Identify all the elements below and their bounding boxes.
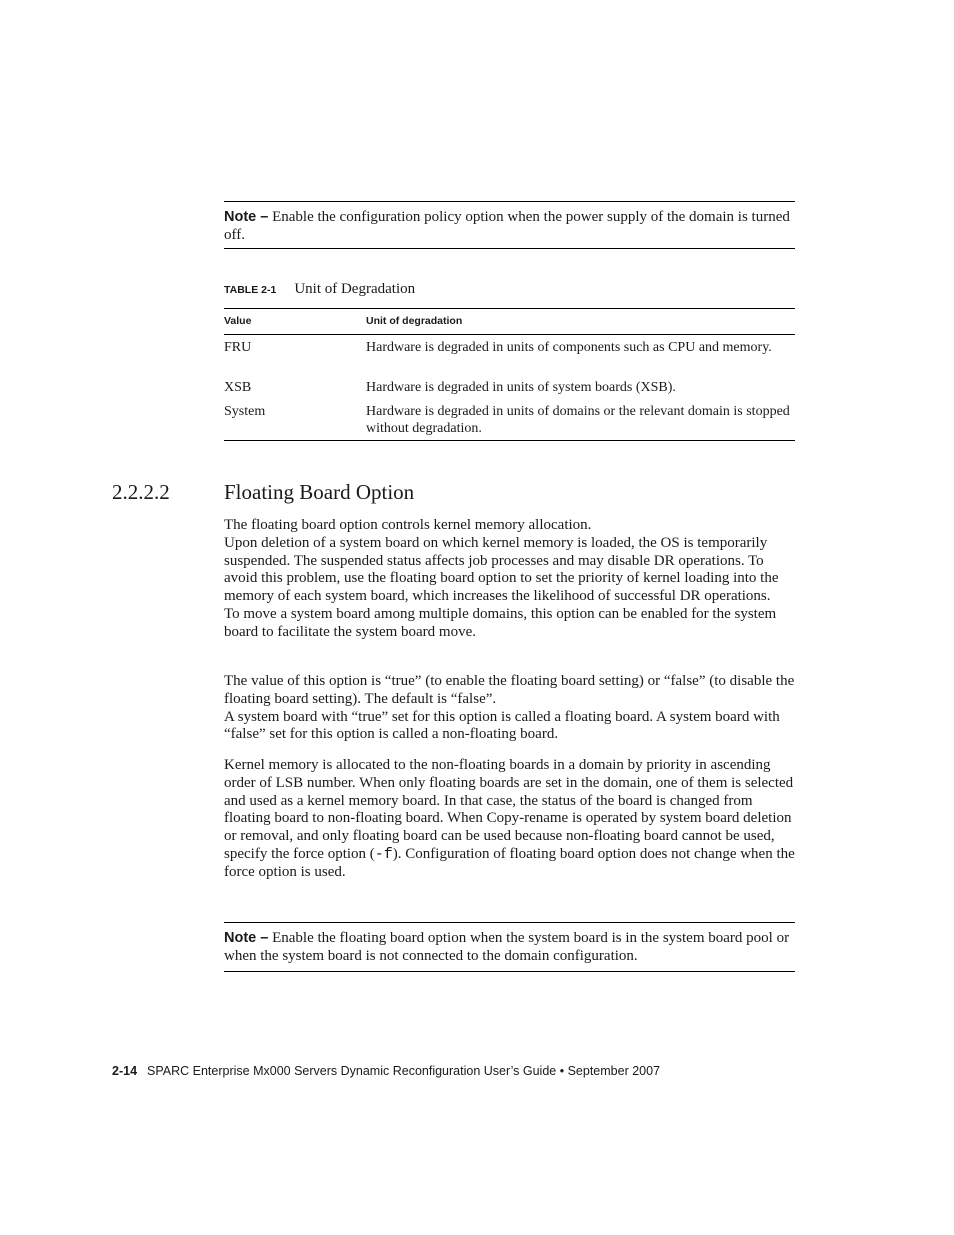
paragraph: The value of this option is “true” (to enable the floating board setting) or “false” (to disable the floating board setting). The default is “false”. [224,673,795,707]
table-title: Unit of Degradation [294,281,416,297]
publication-date: September 2007 [567,1064,661,1078]
table-cell-description: Hardware is degraded in units of system boards (XSB). [366,380,676,395]
column-header-value: Value [224,309,366,335]
paragraph-group [224,673,795,744]
table-cell-value: FRU [224,340,252,355]
paragraph: The floating board option controls kernel memory allocation. [224,517,592,533]
paragraph [224,757,795,882]
paragraph-group [224,517,795,642]
degradation-table [224,308,795,441]
note-text: Enable the floating board option when the system board is in the system board pool or when the system board is not connected to the domain configuration. [224,930,790,964]
paragraph-text: ). Configuration of floating board option does not change when the force option is used. [224,845,795,880]
table-header-row [224,309,795,335]
page-number: 2-14 [112,1064,138,1078]
document-title: SPARC Enterprise Mx000 Servers Dynamic Reconfiguration User’s Guide [147,1064,557,1078]
section-number: 2.2.2.2 [112,480,170,504]
paragraph: To move a system board among multiple domains, this option can be enabled for the system board to facilitate the system board move. [224,605,777,640]
bullet-separator: • [559,1064,565,1078]
table-row [224,403,795,441]
paragraph: A system board with “true” set for this option is called a floating board. A system board with “false” set for this option is called a non-floating board. [224,708,780,743]
paragraph-text: Kernel memory is allocated to the non-floating boards in a domain by priority in ascending order of LSB number. When only floating boards are set in the domain, one of them is selected and used as a kernel memory board. In that case, the status of the board is changed from floating board to non-floating board. When Copy-rename is operated by system board deletion or removal, and only floating board can be used because non-floating board cannot be used, specify the force option ( [224,757,794,862]
column-header-unit: Unit of degradation [366,309,795,335]
table-row [224,335,795,378]
force-option-code: -f [374,845,393,863]
note-box [224,201,795,249]
table-cell-value: XSB [224,380,252,395]
note-label: Note – [224,209,269,225]
table-cell-value: System [224,403,366,441]
paragraph-group [224,757,795,882]
table-cell-description: Hardware is degraded in units of components such as CPU and memory. [366,340,772,355]
table-number: TABLE 2-1 [224,284,277,296]
table-cell-description: Hardware is degraded in units of domains or the relevant domain is stopped without degradation. [366,403,795,441]
page-footer [112,1064,660,1078]
table-row [224,377,795,403]
note-label: Note – [224,930,269,946]
table-caption [224,281,415,298]
note-text: Enable the configuration policy option when the power supply of the domain is turned off. [224,209,790,243]
note-box [224,922,795,972]
paragraph: Upon deletion of a system board on which kernel memory is loaded, the OS is temporarily suspended. The suspended status affects job processes and may disable DR operations. To avoid this problem, use the floating board option to set the priority of kernel loading into the memory of each system board, which increases the likelihood of successful DR operations. [224,534,779,605]
section-title: Floating Board Option [224,480,415,504]
